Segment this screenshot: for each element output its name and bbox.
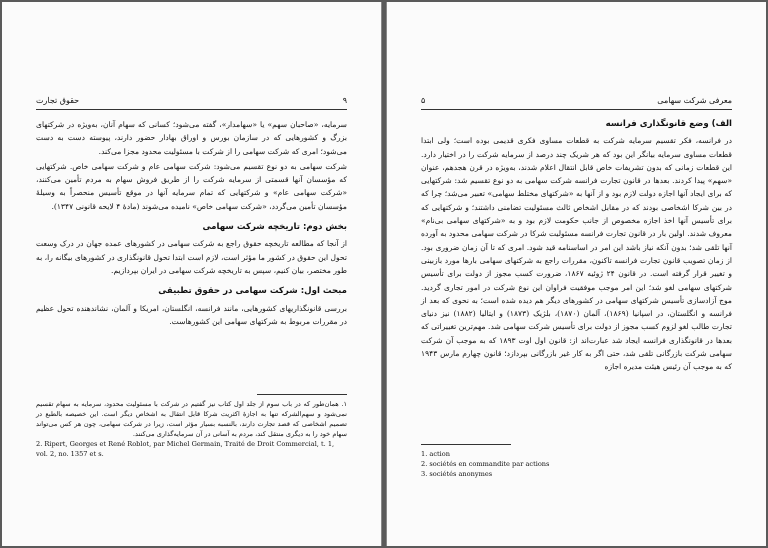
left-heading-2: مبحث اول: شرکت سهامی در حقوق تطبیقی	[158, 286, 347, 297]
left-page-body	[36, 118, 347, 330]
left-paragraph-2: شرکت سهامی به دو نوع تقسیم می‌شود: شرکت سهامی عام و شرکت سهامی خاص. شرکتهایی که مؤسسان آنها قسمتی از سرمایه شرکت را از طریق فروش سهام به مردم تأمین می‌کنند، «شرکت سهامی عام» و شرکتهایی که تمام سرمایه آنها در موقع تأسیس منحصراً به وسیلهٔ مؤسسان تأمین می‌گردد، «شرکت سهامی خاص» نامیده می‌شوند (مادهٔ ۴ لایحه قانونی ۱۳۴۷).	[36, 161, 347, 211]
left-running-title: حقوق تجارت	[36, 96, 80, 105]
right-page-body	[421, 118, 732, 376]
right-paragraph-1: در فرانسه، فکر تقسیم سرمایه شرکت به قطعات مساوی فکری قدیمی بوده است؛ ولی ابتدا قطعات مساوی سرمایه بیانگر این بود که هر شریک چند درصد از سرمایه شرکت را در اختیار دارد. این قطعات زمانی که بدون تشریفات خاص قابل انتقال اعلام شدند، به‌ویژه در قرن هجدهم، عنوان «سهم» پیدا کردند. بعدها در قانون تجارت فرانسه شرکت سهامی به دو نوع تقسیم شد: شرکتهایی که برای ایجاد آنها اجازه دولت لازم بود و از آنها به «شرکتهای مختلط سهامی» تعبیر می‌شد؛ چرا که در بین شرکا اشخاصی بودند که در مقابل اشخاص ثالث مسئولیت تضامنی داشتند؛ و شرکتهایی که برای تأسیس آنها اخذ اجازه مخصوص از جانب حکومت لازم بود و به «شرکتهای سهامی بی‌نام» معروف شدند. اولین بار در قانون تجارت فرانسه مسئولیت شرکا در شرکت سهامی محدود به آورده آنها تلقی شد؛ بدون آنکه نیاز باشد این امر در اساسنامه قید شود. امری که تا آن زمان ضروری بود. از زمان تصویب قانون تجارت فرانسه تاکنون، مقررات راجع به شرکتهای سهامی بارها مورد بازبینی و تغییر قرار گرفته است. در قانون ۲۴ ژوئیه ۱۸۶۷، ضرورت کسب مجوز از دولت برای تأسیس شرکتهای سهامی لغو شد؛ این امر موجب موفقیت فراوان این نوع شرکت در امور تجاری گردید. موج آزادسازی تأسیس شرکتهای سهامی در کشورهای دیگر هم دیده شده است؛ به نحوی که بعد از فرانسه و انگلستان، در اسپانیا (۱۸۶۹)، آلمان (۱۸۷۰)، بلژیک (۱۸۷۳) و ایتالیا (۱۸۸۲) نیز دنیای تجارت طالب لغو لزوم کسب مجوز از دولت برای تأسیس شرکت سهامی شد. مهم‌ترین تغییراتی که بعدها در قانونگذاری فرانسه ایجاد شد عبارت‌اند از: قانون اول اوت ۱۸۹۳ که به موجب آن شرکت سهامی شرکت بازرگانی تلقی شد، حتی اگر به کار غیر بازرگانی بپردازد؛ قانون چهارم مارس ۱۹۴۳ که به موجب آن رئیس هیئت مدیره اجازه	[421, 136, 733, 372]
left-footnote-1: ۱. همان‌طور که در باب سوم از جلد اول کتاب نیز گفتیم در شرکت با مسئولیت محدود، سرمایه به سهام تقسیم نمی‌شود و سهم‌الشرکه تنها به اجازهٔ اکثریت شرکا قابل انتقال به اشخاص دیگر است. این خصیصه بالطبع در تصمیم اشخاصی که قصد تجارت دارند، بالنسبه بسیار مؤثر است، زیرا در شرکت سهامی، چون هر کس می‌تواند سهام خود را به دیگری منتقل کند، مردم به آسانی در آن سرمایه‌گذاری می‌کنند.	[36, 400, 347, 438]
left-page-header	[36, 94, 347, 108]
left-paragraph-1: سرمایه، «صاحبان سهم» یا «سهامدار»، گفته می‌شود؛ کسانی که سهام آنان، به‌ویژه در شرکتهای بزرگ و کشورهایی که در سازمان بورس و اوراق بهادار حضور دارند، پیوسته دست به دست می‌شود؛ امری که شرکت سهامی را از شرکت با مسئولیت محدود مجزا می‌کند.	[36, 120, 347, 156]
right-heading-1: الف) وضع قانونگذاری فرانسه	[605, 119, 732, 129]
left-page-number: ۹	[342, 96, 347, 105]
left-footnote-2: 2. Ripert, Georges et René Roblot, par Michel Germain, Traité de Droit Commercial, t. 1, vol. 2, no. 1357 et s.	[36, 440, 335, 458]
left-paragraph-3: از آنجا که مطالعه تاریخچه حقوق راجع به شرکت سهامی در کشورهای عمده جهان در درک وسعت تحول این حقوق در کشور ما مؤثر است، لازم است ابتدا تحول قانونگذاری در کشورهای بیگانه را، به طور مختصر، بیان کنیم، سپس به تاریخچه شرکت سهامی در ایران بپردازیم.	[36, 239, 347, 275]
right-header-rule	[421, 109, 732, 110]
left-paragraph-4: بررسی قانونگذاریهای کشورهایی، مانند فرانسه، انگلستان، امریکا و آلمان، نشاندهنده تحول عظیم در مقررات مربوط به شرکتهای سهامی این کشورهاست.	[36, 303, 347, 326]
left-page	[2, 2, 382, 546]
left-heading-1: بخش دوم: تاریخچه شرکت سهامی	[202, 222, 347, 233]
right-running-title: معرفی شرکت سهامی	[657, 96, 732, 105]
right-page-number: ۵	[421, 96, 426, 105]
right-footnote-rule	[421, 444, 511, 445]
right-page	[386, 2, 766, 546]
right-footnote-2: 2. sociétés en commandite par actions	[421, 460, 550, 468]
right-footnote-1: 1. action	[421, 450, 450, 458]
left-footnotes	[36, 388, 347, 459]
left-header-rule	[36, 109, 347, 110]
right-page-header	[421, 94, 732, 108]
left-footnote-rule	[257, 394, 347, 395]
right-footnote-3: 3. sociétés anonymes	[421, 470, 493, 478]
right-footnotes	[421, 438, 732, 479]
